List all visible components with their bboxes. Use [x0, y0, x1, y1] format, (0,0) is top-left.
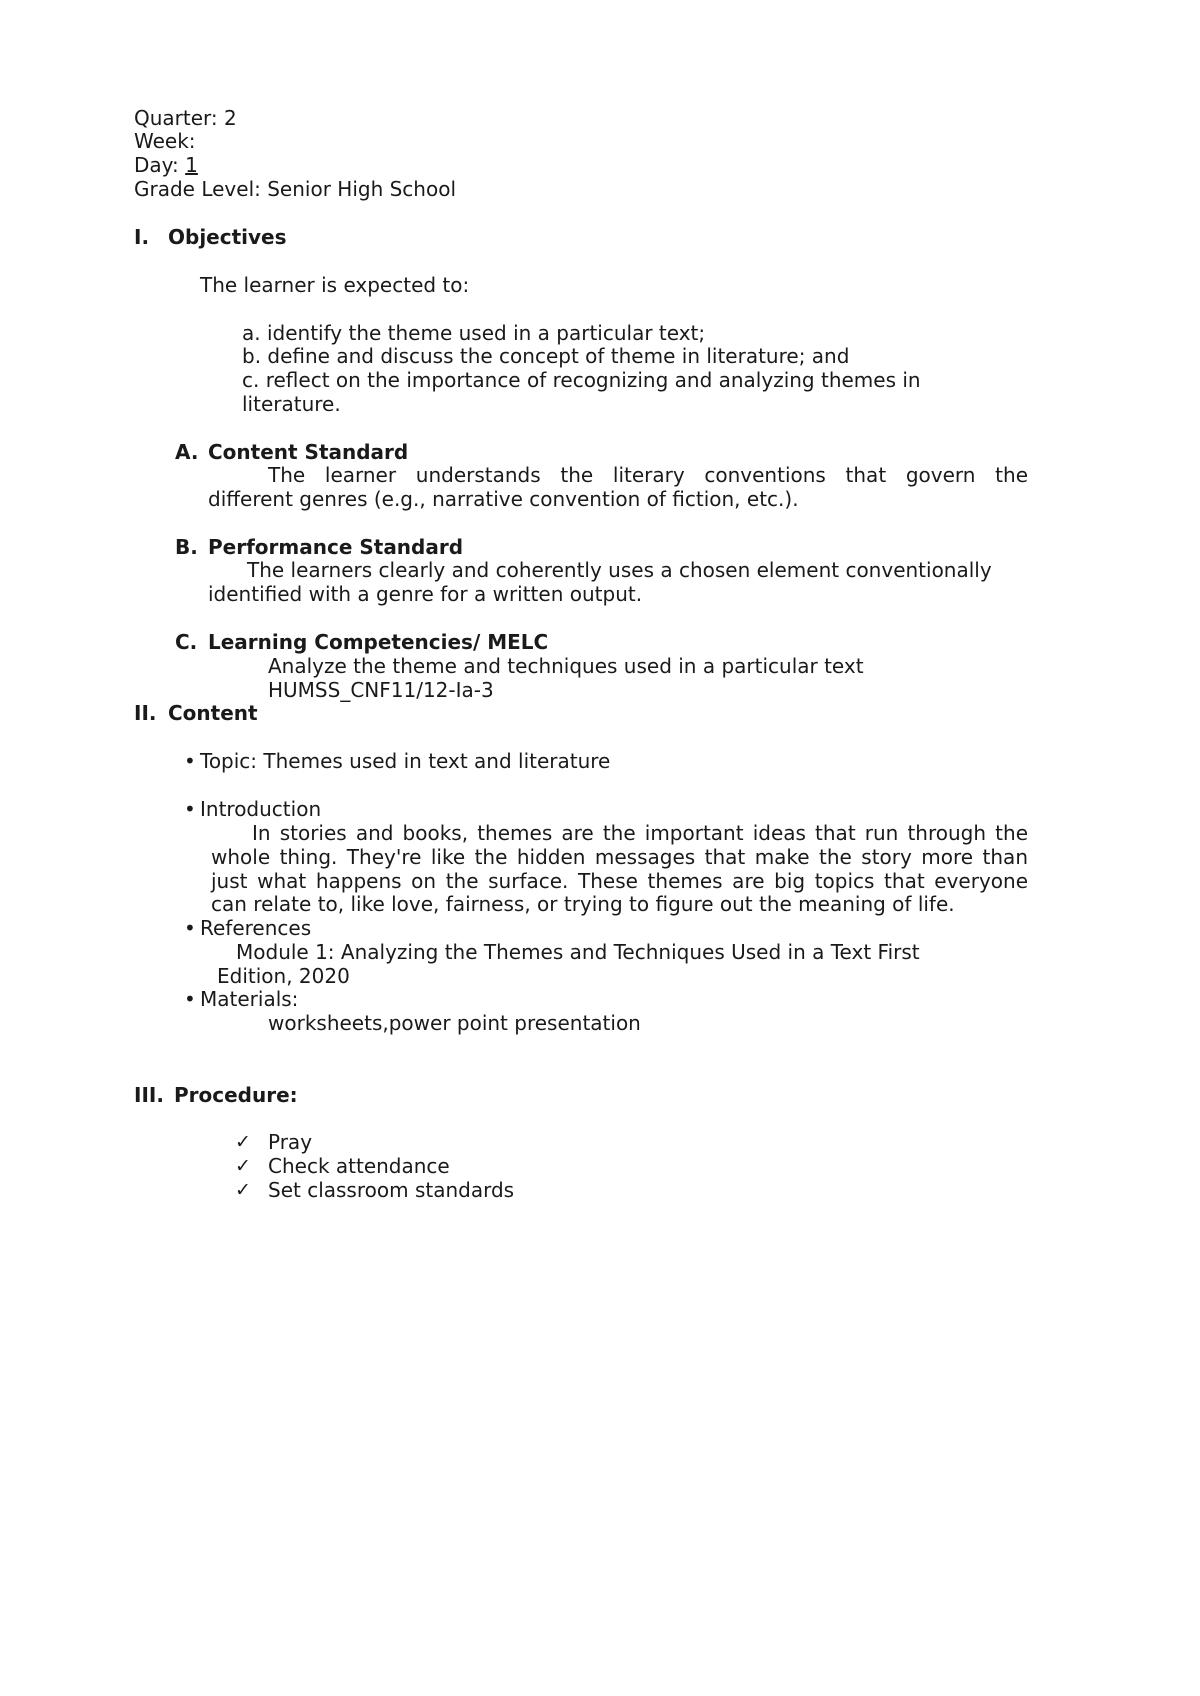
- check-icon: ✓: [235, 1179, 251, 1201]
- bullet-materials: •: [184, 987, 196, 1011]
- check-icon: ✓: [235, 1155, 251, 1177]
- performance-standard-letter: B.: [175, 535, 198, 559]
- content-numeral: II.: [134, 701, 157, 725]
- references-line-1: Module 1: Analyzing the Themes and Techniques Used in a Text First: [236, 940, 920, 964]
- references-label: References: [200, 916, 312, 940]
- grade-level-line: [134, 176, 456, 202]
- competencies-heading: Learning Competencies/ MELC: [208, 630, 549, 654]
- objective-item-b: b. define and discuss the concept of theme in literature; and: [242, 344, 850, 368]
- quarter-value: 2: [224, 106, 237, 130]
- performance-standard-heading: Performance Standard: [208, 535, 464, 559]
- grade-value: Senior High School: [267, 177, 457, 201]
- day-value: 1: [185, 153, 198, 177]
- references-line-2: Edition, 2020: [217, 964, 350, 988]
- bullet-topic: •: [184, 749, 196, 773]
- content-standard-heading: Content Standard: [208, 440, 409, 464]
- materials-label: Materials:: [200, 987, 299, 1011]
- introduction-line-1: In stories and books, themes are the important ideas that run through the: [252, 821, 1028, 845]
- check-icon: ✓: [235, 1131, 251, 1153]
- objective-item-c-cont: literature.: [242, 392, 341, 416]
- competencies-line-1: Analyze the theme and techniques used in a particular text: [268, 654, 864, 678]
- introduction-line-4: can relate to, like love, fairness, or trying to figure out the meaning of life.: [211, 892, 955, 916]
- week-line: [134, 128, 196, 154]
- day-line: [134, 152, 198, 178]
- introduction-line-3: just what happens on the surface. These themes are big topics that everyone: [211, 869, 1028, 893]
- objectives-numeral: I.: [134, 225, 150, 249]
- objectives-heading: Objectives: [168, 225, 287, 249]
- procedure-item-attendance: Check attendance: [268, 1154, 450, 1178]
- procedure-item-pray: Pray: [268, 1130, 313, 1154]
- competencies-code: HUMSS_CNF11/12-Ia-3: [268, 678, 494, 702]
- week-label: Week:: [134, 129, 196, 153]
- procedure-item-standards: Set classroom standards: [268, 1178, 515, 1202]
- bullet-references: •: [184, 916, 196, 940]
- materials-value: worksheets,power point presentation: [268, 1011, 641, 1035]
- introduction-line-2: whole thing. They're like the hidden messages that make the story more than: [211, 845, 1028, 869]
- performance-standard-line-2: identified with a genre for a written output.: [208, 582, 643, 606]
- content-standard-letter: A.: [175, 440, 199, 464]
- content-standard-line-1: The learner understands the literary conventions that govern the: [268, 463, 1028, 487]
- quarter-label: Quarter:: [134, 106, 218, 130]
- content-standard-line-2: different genres (e.g., narrative convention of fiction, etc.).: [208, 487, 799, 511]
- bullet-introduction: •: [184, 797, 196, 821]
- introduction-label: Introduction: [200, 797, 322, 821]
- competencies-letter: C.: [175, 630, 198, 654]
- objective-item-c: c. reflect on the importance of recognizing and analyzing themes in: [242, 368, 921, 392]
- objective-item-a: a. identify the theme used in a particular text;: [242, 321, 706, 345]
- performance-standard-line-1: The learners clearly and coherently uses a chosen element conventionally: [247, 558, 992, 582]
- procedure-heading: Procedure:: [174, 1083, 298, 1107]
- topic-text: Topic: Themes used in text and literature: [200, 749, 611, 773]
- objectives-intro: The learner is expected to:: [200, 273, 470, 297]
- day-label: Day:: [134, 153, 179, 177]
- content-heading: Content: [168, 701, 258, 725]
- procedure-numeral: III.: [134, 1083, 164, 1107]
- grade-label: Grade Level:: [134, 177, 261, 201]
